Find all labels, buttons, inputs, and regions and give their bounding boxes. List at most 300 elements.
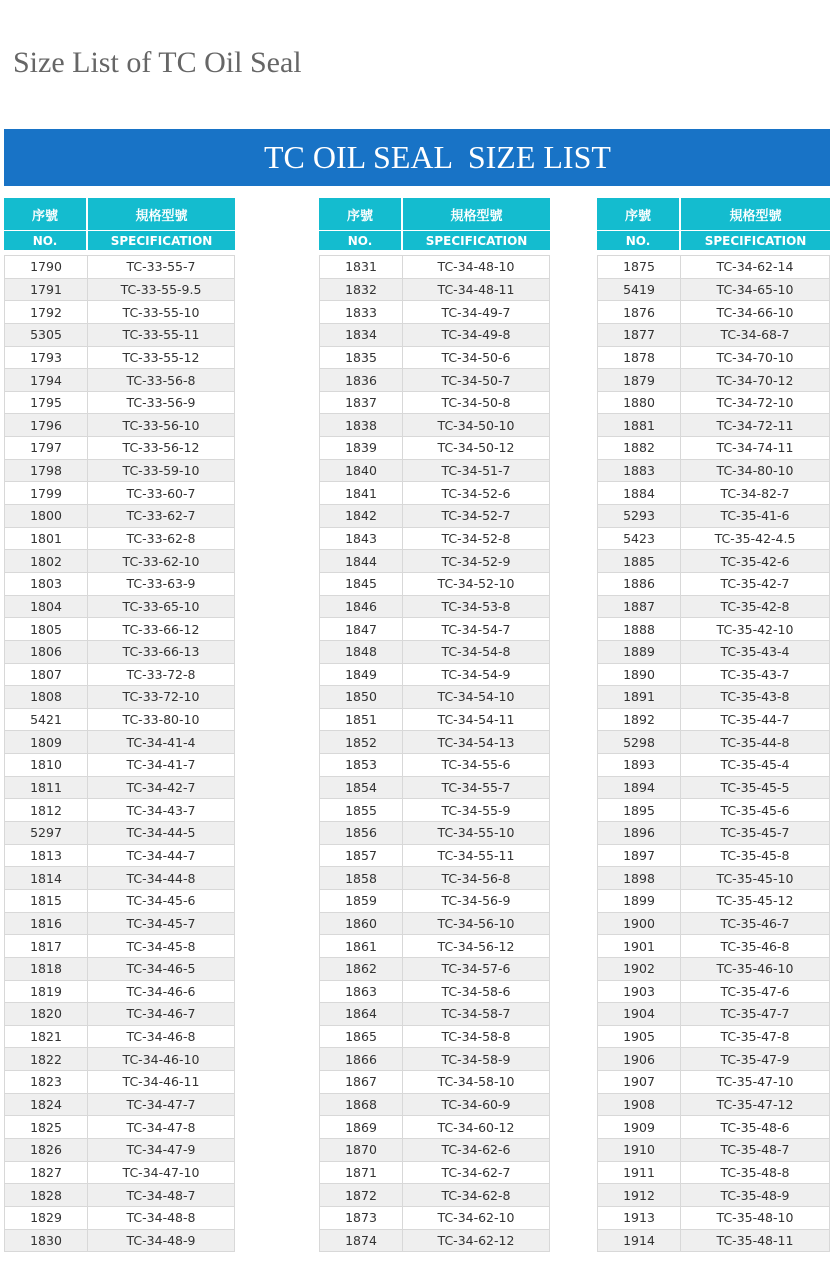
table-row bbox=[4, 1094, 235, 1117]
cell-no: 1823 bbox=[4, 1071, 88, 1093]
cell-no: 1901 bbox=[597, 935, 681, 957]
table-row bbox=[319, 324, 550, 347]
table-row bbox=[597, 1003, 830, 1026]
cell-specification: TC-34-60-12 bbox=[403, 1116, 550, 1138]
table-header-cn bbox=[319, 198, 550, 230]
cell-no: 1904 bbox=[597, 1003, 681, 1025]
cell-no: 1804 bbox=[4, 596, 88, 618]
cell-specification: TC-34-47-10 bbox=[88, 1162, 235, 1184]
table-row bbox=[319, 573, 550, 596]
cell-specification: TC-34-62-7 bbox=[403, 1162, 550, 1184]
table-row bbox=[319, 867, 550, 890]
cell-no: 1839 bbox=[319, 437, 403, 459]
table-row bbox=[319, 1116, 550, 1139]
cell-no: 1807 bbox=[4, 664, 88, 686]
cell-specification: TC-34-58-10 bbox=[403, 1071, 550, 1093]
table-row bbox=[319, 437, 550, 460]
table-row bbox=[4, 935, 235, 958]
cell-specification: TC-35-48-9 bbox=[681, 1184, 830, 1206]
cell-no: 1812 bbox=[4, 799, 88, 821]
cell-specification: TC-34-56-8 bbox=[403, 867, 550, 889]
cell-no: 1913 bbox=[597, 1207, 681, 1229]
table-row bbox=[4, 324, 235, 347]
cell-specification: TC-34-45-6 bbox=[88, 890, 235, 912]
cell-no: 1815 bbox=[4, 890, 88, 912]
table-row bbox=[597, 505, 830, 528]
cell-specification: TC-35-47-10 bbox=[681, 1071, 830, 1093]
table-row bbox=[4, 414, 235, 437]
cell-specification: TC-34-72-11 bbox=[681, 414, 830, 436]
header-no-cn: 序號 bbox=[597, 198, 681, 230]
cell-specification: TC-34-62-8 bbox=[403, 1184, 550, 1206]
cell-no: 1813 bbox=[4, 845, 88, 867]
table-row bbox=[4, 777, 235, 800]
cell-specification: TC-34-46-8 bbox=[88, 1026, 235, 1048]
cell-no: 1805 bbox=[4, 618, 88, 640]
cell-no: 1795 bbox=[4, 392, 88, 414]
table-row bbox=[597, 913, 830, 936]
cell-no: 1808 bbox=[4, 686, 88, 708]
table-row bbox=[319, 528, 550, 551]
cell-no: 1833 bbox=[319, 301, 403, 323]
cell-no: 1819 bbox=[4, 981, 88, 1003]
cell-no: 1851 bbox=[319, 709, 403, 731]
banner-title: TC OIL SEAL SIZE LIST bbox=[264, 139, 611, 175]
table-row bbox=[597, 369, 830, 392]
cell-specification: TC-34-50-6 bbox=[403, 347, 550, 369]
table-row bbox=[597, 777, 830, 800]
cell-no: 1843 bbox=[319, 528, 403, 550]
header-spec-cn: 規格型號 bbox=[88, 198, 235, 230]
cell-specification: TC-34-50-8 bbox=[403, 392, 550, 414]
cell-specification: TC-34-44-8 bbox=[88, 867, 235, 889]
table-row bbox=[4, 279, 235, 302]
cell-no: 1828 bbox=[4, 1184, 88, 1206]
table-row bbox=[319, 256, 550, 279]
cell-specification: TC-34-55-9 bbox=[403, 799, 550, 821]
table-row bbox=[319, 1207, 550, 1230]
cell-specification: TC-33-66-12 bbox=[88, 618, 235, 640]
cell-specification: TC-35-48-8 bbox=[681, 1162, 830, 1184]
cell-specification: TC-34-53-8 bbox=[403, 596, 550, 618]
cell-specification: TC-34-41-4 bbox=[88, 731, 235, 753]
cell-no: 1850 bbox=[319, 686, 403, 708]
table-row bbox=[319, 301, 550, 324]
cell-no: 1876 bbox=[597, 301, 681, 323]
table-row bbox=[597, 596, 830, 619]
cell-specification: TC-33-60-7 bbox=[88, 482, 235, 504]
cell-specification: TC-34-55-11 bbox=[403, 845, 550, 867]
cell-specification: TC-35-45-8 bbox=[681, 845, 830, 867]
cell-no: 5298 bbox=[597, 731, 681, 753]
cell-no: 1816 bbox=[4, 913, 88, 935]
table-row bbox=[319, 1094, 550, 1117]
table-body bbox=[319, 255, 550, 1252]
header-spec-cn: 規格型號 bbox=[681, 198, 830, 230]
table-row bbox=[597, 1184, 830, 1207]
cell-specification: TC-34-56-9 bbox=[403, 890, 550, 912]
table-row bbox=[4, 1139, 235, 1162]
table-row bbox=[4, 822, 235, 845]
table-row bbox=[319, 913, 550, 936]
cell-specification: TC-34-58-9 bbox=[403, 1048, 550, 1070]
cell-specification: TC-33-63-9 bbox=[88, 573, 235, 595]
cell-no: 1810 bbox=[4, 754, 88, 776]
cell-no: 1873 bbox=[319, 1207, 403, 1229]
cell-specification: TC-34-45-7 bbox=[88, 913, 235, 935]
cell-no: 1855 bbox=[319, 799, 403, 821]
table-row bbox=[319, 822, 550, 845]
cell-specification: TC-34-55-10 bbox=[403, 822, 550, 844]
cell-specification: TC-35-43-4 bbox=[681, 641, 830, 663]
cell-no: 1864 bbox=[319, 1003, 403, 1025]
table-row bbox=[597, 686, 830, 709]
cell-specification: TC-34-51-7 bbox=[403, 460, 550, 482]
cell-specification: TC-34-52-8 bbox=[403, 528, 550, 550]
table-row bbox=[4, 1071, 235, 1094]
cell-specification: TC-33-59-10 bbox=[88, 460, 235, 482]
cell-specification: TC-34-54-13 bbox=[403, 731, 550, 753]
table-row bbox=[597, 799, 830, 822]
cell-specification: TC-35-42-4.5 bbox=[681, 528, 830, 550]
cell-specification: TC-35-47-8 bbox=[681, 1026, 830, 1048]
cell-specification: TC-34-54-11 bbox=[403, 709, 550, 731]
table-row bbox=[597, 641, 830, 664]
cell-no: 1898 bbox=[597, 867, 681, 889]
cell-no: 1866 bbox=[319, 1048, 403, 1070]
table-row bbox=[597, 1071, 830, 1094]
cell-no: 1892 bbox=[597, 709, 681, 731]
table-row bbox=[4, 392, 235, 415]
table-row bbox=[597, 324, 830, 347]
table-row bbox=[597, 1048, 830, 1071]
cell-no: 1895 bbox=[597, 799, 681, 821]
cell-specification: TC-33-62-7 bbox=[88, 505, 235, 527]
cell-specification: TC-34-52-9 bbox=[403, 550, 550, 572]
cell-specification: TC-34-47-9 bbox=[88, 1139, 235, 1161]
cell-specification: TC-34-58-8 bbox=[403, 1026, 550, 1048]
cell-specification: TC-35-42-6 bbox=[681, 550, 830, 572]
table-row bbox=[4, 664, 235, 687]
cell-specification: TC-34-62-6 bbox=[403, 1139, 550, 1161]
table-row bbox=[4, 1207, 235, 1230]
table-row bbox=[4, 754, 235, 777]
table-row bbox=[4, 1184, 235, 1207]
cell-specification: TC-33-80-10 bbox=[88, 709, 235, 731]
table-row bbox=[597, 822, 830, 845]
cell-no: 1827 bbox=[4, 1162, 88, 1184]
table-row bbox=[597, 347, 830, 370]
cell-specification: TC-34-49-7 bbox=[403, 301, 550, 323]
table-row bbox=[319, 596, 550, 619]
cell-specification: TC-35-46-7 bbox=[681, 913, 830, 935]
cell-no: 1907 bbox=[597, 1071, 681, 1093]
banner-fade bbox=[620, 129, 830, 186]
cell-no: 1868 bbox=[319, 1094, 403, 1116]
cell-no: 1817 bbox=[4, 935, 88, 957]
table-row bbox=[4, 550, 235, 573]
table-row bbox=[4, 1162, 235, 1185]
cell-no: 1837 bbox=[319, 392, 403, 414]
table-row bbox=[4, 528, 235, 551]
cell-specification: TC-34-56-12 bbox=[403, 935, 550, 957]
cell-no: 1883 bbox=[597, 460, 681, 482]
table-row bbox=[597, 437, 830, 460]
cell-specification: TC-34-45-8 bbox=[88, 935, 235, 957]
cell-no: 1880 bbox=[597, 392, 681, 414]
cell-no: 5421 bbox=[4, 709, 88, 731]
cell-no: 1831 bbox=[319, 256, 403, 278]
cell-specification: TC-34-56-10 bbox=[403, 913, 550, 935]
cell-no: 1853 bbox=[319, 754, 403, 776]
cell-no: 1896 bbox=[597, 822, 681, 844]
table-row bbox=[4, 709, 235, 732]
cell-specification: TC-35-45-5 bbox=[681, 777, 830, 799]
cell-specification: TC-34-52-10 bbox=[403, 573, 550, 595]
table-row bbox=[4, 799, 235, 822]
cell-no: 1821 bbox=[4, 1026, 88, 1048]
table-row bbox=[597, 482, 830, 505]
table-row bbox=[4, 256, 235, 279]
cell-specification: TC-34-43-7 bbox=[88, 799, 235, 821]
table-row bbox=[319, 414, 550, 437]
table-row bbox=[4, 1003, 235, 1026]
table-row bbox=[319, 392, 550, 415]
table-row bbox=[319, 981, 550, 1004]
cell-specification: TC-35-48-6 bbox=[681, 1116, 830, 1138]
cell-no: 1860 bbox=[319, 913, 403, 935]
cell-no: 1832 bbox=[319, 279, 403, 301]
cell-specification: TC-35-45-7 bbox=[681, 822, 830, 844]
cell-no: 1800 bbox=[4, 505, 88, 527]
cell-specification: TC-35-41-6 bbox=[681, 505, 830, 527]
cell-specification: TC-34-48-7 bbox=[88, 1184, 235, 1206]
header-no-en: NO. bbox=[4, 231, 88, 250]
cell-specification: TC-33-55-9.5 bbox=[88, 279, 235, 301]
table-row bbox=[597, 550, 830, 573]
cell-no: 1879 bbox=[597, 369, 681, 391]
table-row bbox=[319, 777, 550, 800]
table-row bbox=[597, 935, 830, 958]
table-row bbox=[319, 754, 550, 777]
cell-specification: TC-34-47-7 bbox=[88, 1094, 235, 1116]
table-row bbox=[319, 1071, 550, 1094]
table-row bbox=[597, 867, 830, 890]
cell-no: 1814 bbox=[4, 867, 88, 889]
table-header-cn bbox=[597, 198, 830, 230]
table-row bbox=[319, 550, 550, 573]
cell-no: 1846 bbox=[319, 596, 403, 618]
cell-specification: TC-34-55-7 bbox=[403, 777, 550, 799]
cell-specification: TC-34-70-10 bbox=[681, 347, 830, 369]
cell-no: 1835 bbox=[319, 347, 403, 369]
cell-no: 1829 bbox=[4, 1207, 88, 1229]
cell-specification: TC-33-62-8 bbox=[88, 528, 235, 550]
table-row bbox=[597, 709, 830, 732]
cell-specification: TC-34-70-12 bbox=[681, 369, 830, 391]
cell-specification: TC-34-66-10 bbox=[681, 301, 830, 323]
cell-no: 1857 bbox=[319, 845, 403, 867]
cell-specification: TC-34-54-8 bbox=[403, 641, 550, 663]
table-row bbox=[4, 1026, 235, 1049]
table-row bbox=[319, 686, 550, 709]
cell-specification: TC-35-42-8 bbox=[681, 596, 830, 618]
table-body bbox=[597, 255, 830, 1252]
cell-specification: TC-34-48-11 bbox=[403, 279, 550, 301]
title-banner bbox=[4, 129, 830, 186]
cell-specification: TC-34-49-8 bbox=[403, 324, 550, 346]
cell-no: 1824 bbox=[4, 1094, 88, 1116]
table-row bbox=[319, 1162, 550, 1185]
cell-no: 1859 bbox=[319, 890, 403, 912]
header-no-cn: 序號 bbox=[4, 198, 88, 230]
cell-specification: TC-35-47-6 bbox=[681, 981, 830, 1003]
cell-no: 1889 bbox=[597, 641, 681, 663]
cell-specification: TC-35-46-10 bbox=[681, 958, 830, 980]
cell-specification: TC-34-44-5 bbox=[88, 822, 235, 844]
header-spec-cn: 規格型號 bbox=[403, 198, 550, 230]
cell-no: 1842 bbox=[319, 505, 403, 527]
cell-specification: TC-34-55-6 bbox=[403, 754, 550, 776]
cell-no: 1900 bbox=[597, 913, 681, 935]
table-row bbox=[4, 845, 235, 868]
table-row bbox=[4, 731, 235, 754]
cell-specification: TC-35-43-8 bbox=[681, 686, 830, 708]
cell-no: 1881 bbox=[597, 414, 681, 436]
cell-no: 1818 bbox=[4, 958, 88, 980]
table-row bbox=[319, 1230, 550, 1253]
cell-specification: TC-33-72-10 bbox=[88, 686, 235, 708]
table-row bbox=[4, 460, 235, 483]
cell-no: 1798 bbox=[4, 460, 88, 482]
cell-specification: TC-33-56-9 bbox=[88, 392, 235, 414]
cell-specification: TC-33-55-11 bbox=[88, 324, 235, 346]
table-row bbox=[597, 1162, 830, 1185]
cell-no: 1894 bbox=[597, 777, 681, 799]
cell-no: 1796 bbox=[4, 414, 88, 436]
cell-no: 1867 bbox=[319, 1071, 403, 1093]
cell-specification: TC-34-80-10 bbox=[681, 460, 830, 482]
table-row bbox=[4, 867, 235, 890]
header-spec-en: SPECIFICATION bbox=[681, 231, 830, 250]
cell-specification: TC-34-58-7 bbox=[403, 1003, 550, 1025]
cell-no: 1799 bbox=[4, 482, 88, 504]
cell-no: 1862 bbox=[319, 958, 403, 980]
cell-specification: TC-35-45-10 bbox=[681, 867, 830, 889]
table-row bbox=[4, 618, 235, 641]
table-row bbox=[319, 731, 550, 754]
table-row bbox=[597, 958, 830, 981]
table-row bbox=[597, 1094, 830, 1117]
cell-no: 1888 bbox=[597, 618, 681, 640]
table-row bbox=[319, 958, 550, 981]
cell-no: 1801 bbox=[4, 528, 88, 550]
cell-no: 1809 bbox=[4, 731, 88, 753]
size-table-2 bbox=[319, 198, 550, 1252]
table-row bbox=[4, 369, 235, 392]
table-row bbox=[597, 414, 830, 437]
cell-no: 1811 bbox=[4, 777, 88, 799]
cell-specification: TC-34-68-7 bbox=[681, 324, 830, 346]
table-row bbox=[597, 664, 830, 687]
cell-specification: TC-35-45-12 bbox=[681, 890, 830, 912]
table-row bbox=[4, 596, 235, 619]
table-row bbox=[597, 754, 830, 777]
cell-no: 1797 bbox=[4, 437, 88, 459]
cell-no: 1830 bbox=[4, 1230, 88, 1252]
cell-no: 5419 bbox=[597, 279, 681, 301]
cell-specification: TC-34-42-7 bbox=[88, 777, 235, 799]
cell-specification: TC-33-56-8 bbox=[88, 369, 235, 391]
table-row bbox=[319, 890, 550, 913]
cell-no: 1826 bbox=[4, 1139, 88, 1161]
cell-no: 1791 bbox=[4, 279, 88, 301]
cell-no: 1852 bbox=[319, 731, 403, 753]
table-row bbox=[597, 845, 830, 868]
table-row bbox=[319, 664, 550, 687]
cell-no: 1849 bbox=[319, 664, 403, 686]
table-row bbox=[597, 301, 830, 324]
cell-no: 1914 bbox=[597, 1230, 681, 1252]
table-row bbox=[4, 347, 235, 370]
cell-no: 1825 bbox=[4, 1116, 88, 1138]
cell-specification: TC-34-54-10 bbox=[403, 686, 550, 708]
cell-no: 1908 bbox=[597, 1094, 681, 1116]
cell-specification: TC-35-43-7 bbox=[681, 664, 830, 686]
cell-specification: TC-34-82-7 bbox=[681, 482, 830, 504]
table-row bbox=[319, 935, 550, 958]
cell-specification: TC-34-57-6 bbox=[403, 958, 550, 980]
cell-no: 1840 bbox=[319, 460, 403, 482]
table-row bbox=[597, 256, 830, 279]
table-row bbox=[597, 1230, 830, 1253]
cell-specification: TC-34-48-9 bbox=[88, 1230, 235, 1252]
cell-no: 1822 bbox=[4, 1048, 88, 1070]
cell-no: 1911 bbox=[597, 1162, 681, 1184]
cell-no: 1793 bbox=[4, 347, 88, 369]
cell-specification: TC-34-65-10 bbox=[681, 279, 830, 301]
cell-specification: TC-35-46-8 bbox=[681, 935, 830, 957]
cell-specification: TC-33-55-10 bbox=[88, 301, 235, 323]
cell-no: 1903 bbox=[597, 981, 681, 1003]
cell-specification: TC-35-48-10 bbox=[681, 1207, 830, 1229]
cell-no: 1854 bbox=[319, 777, 403, 799]
cell-specification: TC-34-54-9 bbox=[403, 664, 550, 686]
cell-no: 1865 bbox=[319, 1026, 403, 1048]
table-row bbox=[319, 460, 550, 483]
cell-no: 1847 bbox=[319, 618, 403, 640]
cell-specification: TC-34-60-9 bbox=[403, 1094, 550, 1116]
table-row bbox=[319, 709, 550, 732]
cell-no: 1834 bbox=[319, 324, 403, 346]
cell-specification: TC-35-48-7 bbox=[681, 1139, 830, 1161]
size-table-1 bbox=[4, 198, 235, 1252]
cell-specification: TC-34-50-10 bbox=[403, 414, 550, 436]
cell-no: 5305 bbox=[4, 324, 88, 346]
cell-no: 1794 bbox=[4, 369, 88, 391]
size-table-3 bbox=[597, 198, 830, 1252]
cell-no: 1845 bbox=[319, 573, 403, 595]
table-row bbox=[4, 505, 235, 528]
header-no-cn: 序號 bbox=[319, 198, 403, 230]
cell-no: 1858 bbox=[319, 867, 403, 889]
cell-no: 1848 bbox=[319, 641, 403, 663]
table-row bbox=[597, 460, 830, 483]
table-row bbox=[597, 279, 830, 302]
table-row bbox=[4, 641, 235, 664]
cell-no: 1874 bbox=[319, 1230, 403, 1252]
header-no-en: NO. bbox=[319, 231, 403, 250]
